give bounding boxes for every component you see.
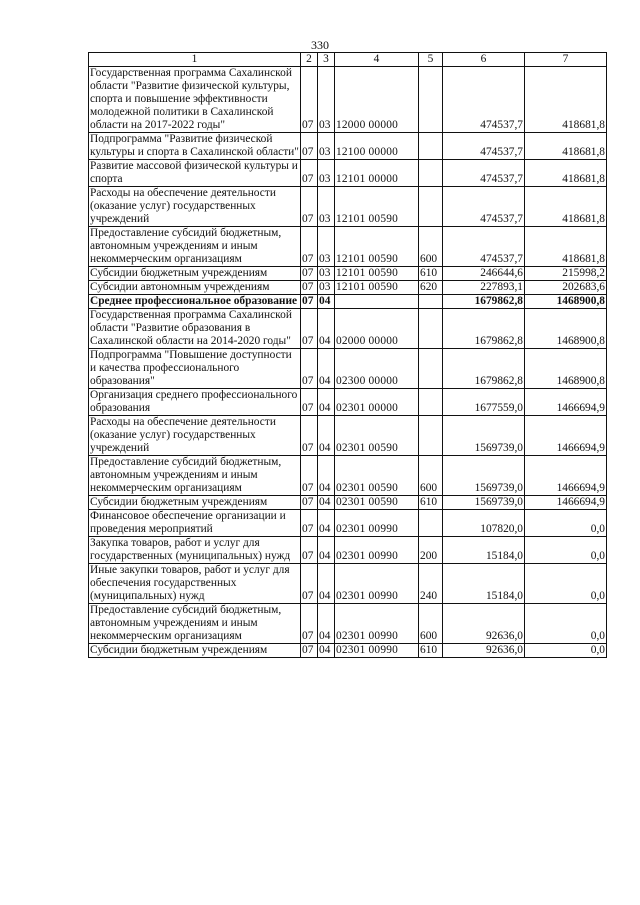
table-row xyxy=(89,604,607,644)
column-header: 3 xyxy=(318,53,335,67)
row-amount-1-cell: 474537,7 xyxy=(443,133,525,160)
row-section-cell: 07 xyxy=(301,227,318,267)
row-expense-type-cell: 610 xyxy=(419,267,443,281)
row-expense-type-cell: 620 xyxy=(419,281,443,295)
table-row xyxy=(89,267,607,281)
table-row xyxy=(89,227,607,267)
row-amount-1-cell: 227893,1 xyxy=(443,281,525,295)
row-amount-2-cell: 1466694,9 xyxy=(525,456,607,496)
row-subsection-cell: 03 xyxy=(318,187,335,227)
row-amount-1-cell: 1679862,8 xyxy=(443,295,525,309)
row-subsection-cell: 03 xyxy=(318,160,335,187)
row-amount-2-cell: 202683,6 xyxy=(525,281,607,295)
row-expense-type-cell xyxy=(419,187,443,227)
row-section-cell: 07 xyxy=(301,160,318,187)
table-row xyxy=(89,349,607,389)
row-subsection-cell: 04 xyxy=(318,644,335,658)
table-row xyxy=(89,133,607,160)
row-amount-2-cell: 0,0 xyxy=(525,510,607,537)
row-name-cell: Государственная программа Сахалинской области "Развитие физической культуры, спорта и повышение эффективности молодежной политики в Сахалинской области на 2017-2022 годы" xyxy=(89,67,301,133)
row-expense-type-cell: 600 xyxy=(419,604,443,644)
row-amount-2-cell: 1468900,8 xyxy=(525,309,607,349)
row-amount-2-cell: 1466694,9 xyxy=(525,496,607,510)
column-header: 2 xyxy=(301,53,318,67)
row-expense-type-cell xyxy=(419,349,443,389)
row-name-cell: Развитие массовой физической культуры и спорта xyxy=(89,160,301,187)
column-header: 6 xyxy=(443,53,525,67)
row-expense-type-cell xyxy=(419,416,443,456)
table-row xyxy=(89,160,607,187)
row-target-article-cell: 12100 00000 xyxy=(335,133,419,160)
row-expense-type-cell: 600 xyxy=(419,227,443,267)
row-name-cell: Подпрограмма "Развитие физической культуры и спорта в Сахалинской области" xyxy=(90,133,299,158)
row-target-article-cell: 12101 00590 xyxy=(335,227,419,267)
column-header: 4 xyxy=(335,53,419,67)
row-name-cell: Субсидии бюджетным учреждениям xyxy=(89,267,301,281)
row-expense-type-cell xyxy=(419,67,443,133)
row-amount-1-cell: 1569739,0 xyxy=(443,456,525,496)
row-section-cell: 07 xyxy=(301,187,318,227)
row-section-cell: 07 xyxy=(301,349,318,389)
row-amount-2-cell: 0,0 xyxy=(525,537,607,564)
table-row xyxy=(89,309,607,349)
row-target-article-cell: 12000 00000 xyxy=(335,67,419,133)
row-expense-type-cell xyxy=(419,133,443,160)
row-amount-1-cell: 15184,0 xyxy=(443,537,525,564)
row-amount-2-cell: 418681,8 xyxy=(525,67,607,133)
row-subsection-cell: 03 xyxy=(318,267,335,281)
row-subsection-cell: 04 xyxy=(318,510,335,537)
row-target-article-cell: 02300 00000 xyxy=(335,349,419,389)
row-amount-2-cell: 1468900,8 xyxy=(525,295,607,309)
page-number: 330 xyxy=(311,38,329,52)
row-expense-type-cell: 610 xyxy=(419,496,443,510)
row-name-cell: Среднее профессиональное образование xyxy=(89,295,301,309)
table-row xyxy=(89,456,607,496)
row-name-cell: Субсидии бюджетным учреждениям xyxy=(89,644,301,658)
row-target-article-cell: 12101 00000 xyxy=(335,160,419,187)
row-amount-2-cell: 418681,8 xyxy=(525,133,607,160)
table-row xyxy=(89,496,607,510)
row-amount-1-cell: 474537,7 xyxy=(443,160,525,187)
row-name-cell: Государственная программа Сахалинской области "Развитие образования в Сахалинской области на 2014-2020 годы" xyxy=(89,309,301,349)
row-subsection-cell: 03 xyxy=(318,281,335,295)
row-name-cell: Расходы на обеспечение деятельности (оказание услуг) государственных учреждений xyxy=(89,416,301,456)
row-section-cell: 07 xyxy=(301,510,318,537)
column-header: 5 xyxy=(419,53,443,67)
row-expense-type-cell: 200 xyxy=(419,537,443,564)
row-section-cell: 07 xyxy=(301,537,318,564)
row-name-cell: Предоставление субсидий бюджетным, автономным учреждениям и иным некоммерческим организациям xyxy=(89,456,301,496)
table-row xyxy=(89,389,607,416)
row-target-article-cell: 12101 00590 xyxy=(335,267,419,281)
row-subsection-cell: 04 xyxy=(318,309,335,349)
row-amount-1-cell: 474537,7 xyxy=(443,187,525,227)
row-section-cell: 07 xyxy=(301,416,318,456)
column-header: 7 xyxy=(525,53,607,67)
row-expense-type-cell xyxy=(419,160,443,187)
row-target-article-cell: 02301 00990 xyxy=(335,537,419,564)
row-amount-1-cell: 474537,7 xyxy=(443,227,525,267)
row-amount-1-cell: 15184,0 xyxy=(443,564,525,604)
table-row xyxy=(89,644,607,658)
row-expense-type-cell: 610 xyxy=(419,644,443,658)
row-subsection-cell: 04 xyxy=(318,604,335,644)
row-amount-2-cell: 1468900,8 xyxy=(525,349,607,389)
row-amount-2-cell: 418681,8 xyxy=(525,187,607,227)
column-header: 1 xyxy=(89,53,301,67)
row-amount-1-cell: 1679862,8 xyxy=(443,349,525,389)
row-section-cell: 07 xyxy=(301,604,318,644)
row-subsection-cell: 03 xyxy=(318,133,335,160)
row-expense-type-cell xyxy=(419,295,443,309)
row-section-cell: 07 xyxy=(301,309,318,349)
row-section-cell: 07 xyxy=(301,564,318,604)
row-amount-1-cell: 1569739,0 xyxy=(443,416,525,456)
row-section-cell: 07 xyxy=(301,389,318,416)
row-section-cell: 07 xyxy=(301,456,318,496)
row-target-article-cell: 12101 00590 xyxy=(335,281,419,295)
row-name-cell: Финансовое обеспечение организации и проведения мероприятий xyxy=(89,510,301,537)
table-row xyxy=(89,67,607,133)
table-row xyxy=(89,281,607,295)
row-amount-1-cell: 92636,0 xyxy=(443,604,525,644)
row-name-cell: Подпрограмма "Повышение доступности и качества профессионального образования" xyxy=(89,349,301,389)
row-expense-type-cell xyxy=(419,510,443,537)
row-amount-2-cell: 0,0 xyxy=(525,564,607,604)
table-row xyxy=(89,564,607,604)
row-name-cell: Субсидии автономным учреждениям xyxy=(89,281,301,295)
row-target-article-cell: 02301 00990 xyxy=(335,564,419,604)
row-target-article-cell xyxy=(335,295,419,309)
row-target-article-cell: 02301 00590 xyxy=(335,416,419,456)
row-amount-2-cell: 1466694,9 xyxy=(525,416,607,456)
table-row xyxy=(89,187,607,227)
row-subsection-cell: 04 xyxy=(318,564,335,604)
row-expense-type-cell xyxy=(419,309,443,349)
row-name-cell: Закупка товаров, работ и услуг для государственных (муниципальных) нужд xyxy=(89,537,301,564)
row-amount-1-cell: 1677559,0 xyxy=(443,389,525,416)
row-target-article-cell: 02301 00000 xyxy=(335,389,419,416)
row-amount-1-cell: 92636,0 xyxy=(443,644,525,658)
row-target-article-cell: 02301 00990 xyxy=(335,604,419,644)
table-row xyxy=(89,510,607,537)
row-amount-2-cell: 0,0 xyxy=(525,604,607,644)
row-amount-1-cell: 1569739,0 xyxy=(443,496,525,510)
row-name-cell: Предоставление субсидий бюджетным, автономным учреждениям и иным некоммерческим организациям xyxy=(89,604,301,644)
row-amount-2-cell: 418681,8 xyxy=(525,227,607,267)
row-section-cell: 07 xyxy=(301,281,318,295)
row-amount-2-cell: 1466694,9 xyxy=(525,389,607,416)
header-row xyxy=(89,53,607,67)
row-subsection-cell: 04 xyxy=(318,349,335,389)
row-subsection-cell: 03 xyxy=(318,67,335,133)
row-expense-type-cell xyxy=(419,389,443,416)
row-subsection-cell: 04 xyxy=(318,389,335,416)
row-section-cell: 07 xyxy=(301,644,318,658)
row-name-cell: Субсидии бюджетным учреждениям xyxy=(89,496,301,510)
row-target-article-cell: 02301 00990 xyxy=(335,644,419,658)
budget-table xyxy=(88,52,607,658)
row-section-cell: 07 xyxy=(301,267,318,281)
row-amount-1-cell: 1679862,8 xyxy=(443,309,525,349)
row-target-article-cell: 12101 00590 xyxy=(335,187,419,227)
row-section-cell: 07 xyxy=(301,496,318,510)
row-target-article-cell: 02000 00000 xyxy=(335,309,419,349)
row-amount-1-cell: 246644,6 xyxy=(443,267,525,281)
row-subsection-cell: 04 xyxy=(318,537,335,564)
row-subsection-cell: 04 xyxy=(318,416,335,456)
row-expense-type-cell: 240 xyxy=(419,564,443,604)
row-subsection-cell: 03 xyxy=(318,227,335,267)
row-name-cell: Предоставление субсидий бюджетным, автономным учреждениям и иным некоммерческим организациям xyxy=(89,227,301,267)
row-section-cell: 07 xyxy=(301,133,318,160)
row-name-cell: Иные закупки товаров, работ и услуг для обеспечения государственных (муниципальных) нужд xyxy=(89,564,301,604)
row-amount-2-cell: 215998,2 xyxy=(525,267,607,281)
row-target-article-cell: 02301 00990 xyxy=(335,510,419,537)
row-section-cell: 07 xyxy=(301,295,318,309)
row-target-article-cell: 02301 00590 xyxy=(335,496,419,510)
table-row xyxy=(89,537,607,564)
table-row xyxy=(89,416,607,456)
row-amount-1-cell: 107820,0 xyxy=(443,510,525,537)
row-amount-1-cell: 474537,7 xyxy=(443,67,525,133)
row-target-article-cell: 02301 00590 xyxy=(335,456,419,496)
row-section-cell: 07 xyxy=(301,67,318,133)
row-expense-type-cell: 600 xyxy=(419,456,443,496)
row-subsection-cell: 04 xyxy=(318,456,335,496)
row-subsection-cell: 04 xyxy=(318,496,335,510)
row-subsection-cell: 04 xyxy=(318,295,335,309)
row-name-cell: Расходы на обеспечение деятельности (оказание услуг) государственных учреждений xyxy=(89,187,301,227)
row-name-cell: Организация среднего профессионального образования xyxy=(89,389,301,416)
row-amount-2-cell: 418681,8 xyxy=(525,160,607,187)
row-amount-2-cell: 0,0 xyxy=(525,644,607,658)
table-row xyxy=(89,295,607,309)
